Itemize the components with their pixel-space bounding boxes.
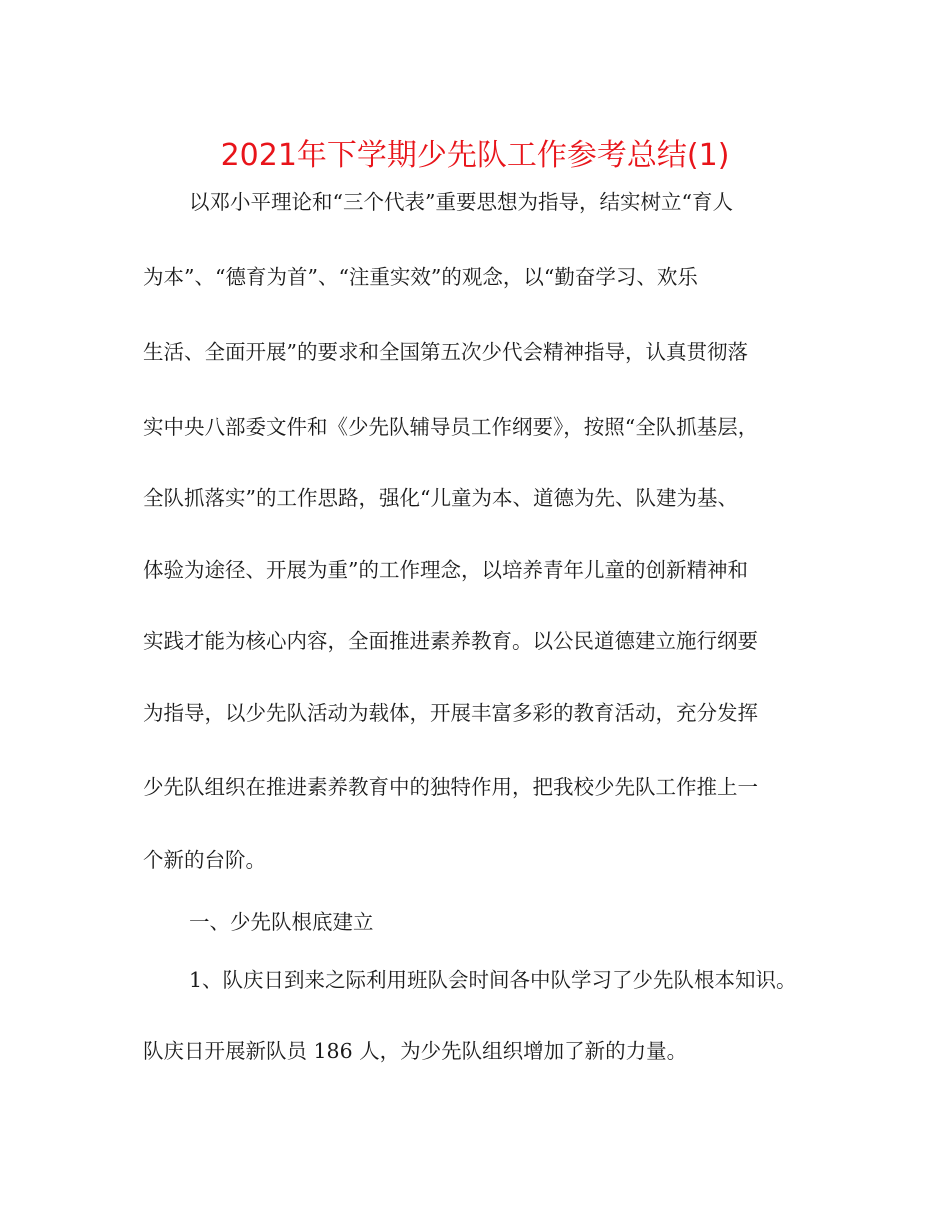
paragraph-line: 队庆日开展新队员 186 人，为少先队组织增加了新的力量。 — [143, 1039, 688, 1063]
paragraph-line: 生活、全面开展”的要求和全国第五次少代会精神指导，认真贯彻落 — [143, 340, 748, 364]
paragraph-line: 为指导，以少先队活动为载体，开展丰富多彩的教育活动，充分发挥 — [143, 701, 758, 725]
paragraph-line: 以邓小平理论和“三个代表”重要思想为指导，结实树立“育人 — [189, 190, 733, 214]
paragraph-line: 个新的台阶。 — [143, 848, 266, 872]
paragraph-line: 实践才能为核心内容，全面推进素养教育。以公民道德建立施行纲要 — [143, 629, 758, 653]
section-heading: 一、少先队根底建立 — [189, 910, 374, 934]
paragraph-line: 体验为途径、开展为重”的工作理念，以培养青年儿童的创新精神和 — [143, 558, 748, 582]
document-title: 2021年下学期少先队工作参考总结(1) — [220, 138, 730, 173]
paragraph-line: 全队抓落实”的工作思路，强化“儿童为本、道德为先、队建为基、 — [143, 486, 738, 510]
paragraph-line: 少先队组织在推进素养教育中的独特作用，把我校少先队工作推上一 — [143, 775, 758, 799]
paragraph-line: 实中央八部委文件和《少先队辅导员工作纲要》，按照“全队抓基层， — [143, 415, 759, 439]
paragraph-line: 为本”、“德育为首”、“注重实效”的观念，以“勤奋学习、欢乐 — [143, 265, 698, 289]
paragraph-line: 1、队庆日到来之际利用班队会时间各中队学习了少先队根本知识。 — [189, 968, 797, 992]
